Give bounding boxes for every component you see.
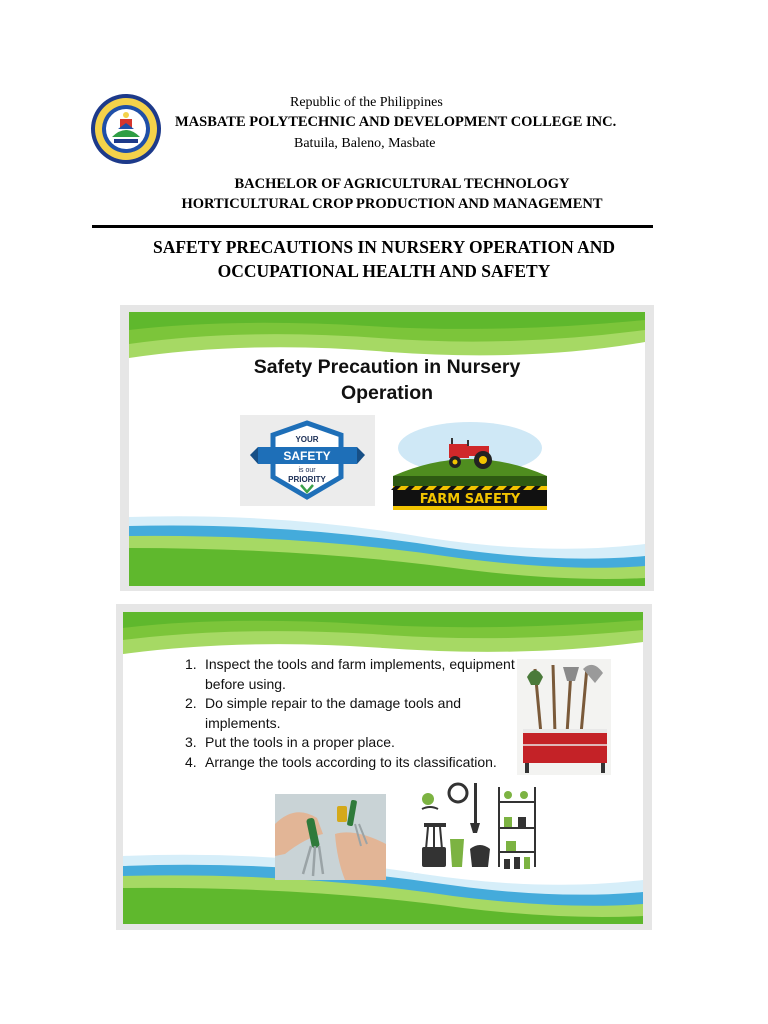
header-college-name: MASBATE POLYTECHNIC AND DEVELOPMENT COLLEGE INC. [175,114,617,130]
slide1-wave-decoration [129,312,645,586]
header-republic: Republic of the Philippines [290,95,443,110]
badge-text-your: YOUR [295,435,319,444]
slide1-title-line2: Operation [340,382,434,404]
garden-tools-illustration [414,779,548,873]
list-item-text: Put the tools in a proper place. [205,734,395,750]
list-item-number: 2. [185,695,197,711]
tool-rack-photo [517,659,611,775]
list-item [175,655,515,694]
list-item [175,753,515,773]
list-item-number: 1. [185,656,197,672]
slide-safety-precaution [129,312,645,586]
list-item-text: Inspect the tools and farm implements, equipment before using. [205,656,515,692]
document-title-line1: SAFETY PRECAUTIONS IN NURSERY OPERATION AND [152,237,616,257]
slide1-title-line1: Safety Precaution in Nursery [253,356,521,378]
slide-tool-precautions [123,612,643,924]
header-address: Batuila, Baleno, Masbate [294,136,436,151]
list-item [175,733,515,753]
safety-priority-badge [240,415,375,506]
farm-safety-text: FARM SAFETY [419,492,521,507]
hand-tools-photo [275,794,386,880]
list-item-text: Arrange the tools according to its classification. [205,753,497,770]
list-item-text: Do simple repair to the damage tools and implements. [205,695,462,731]
list-item-number: 3. [185,734,197,750]
course-title: HORTICULTURAL CROP PRODUCTION AND MANAGEMENT [181,196,603,212]
list-item-number: 4. [185,753,197,770]
document-title-line2: OCCUPATIONAL HEALTH AND SAFETY [217,261,551,281]
tool-safety-list [175,655,515,772]
college-seal-logo [90,93,162,165]
badge-text-priority: PRIORITY [288,475,326,484]
list-item [175,694,515,733]
badge-text-is-our: is our [298,467,316,474]
farm-safety-illustration [391,420,549,512]
hazard-stripe-banner [391,486,547,510]
header-divider [92,225,653,228]
degree-program: BACHELOR OF AGRICULTURAL TECHNOLOGY [234,176,570,192]
badge-text-safety: SAFETY [283,449,331,463]
